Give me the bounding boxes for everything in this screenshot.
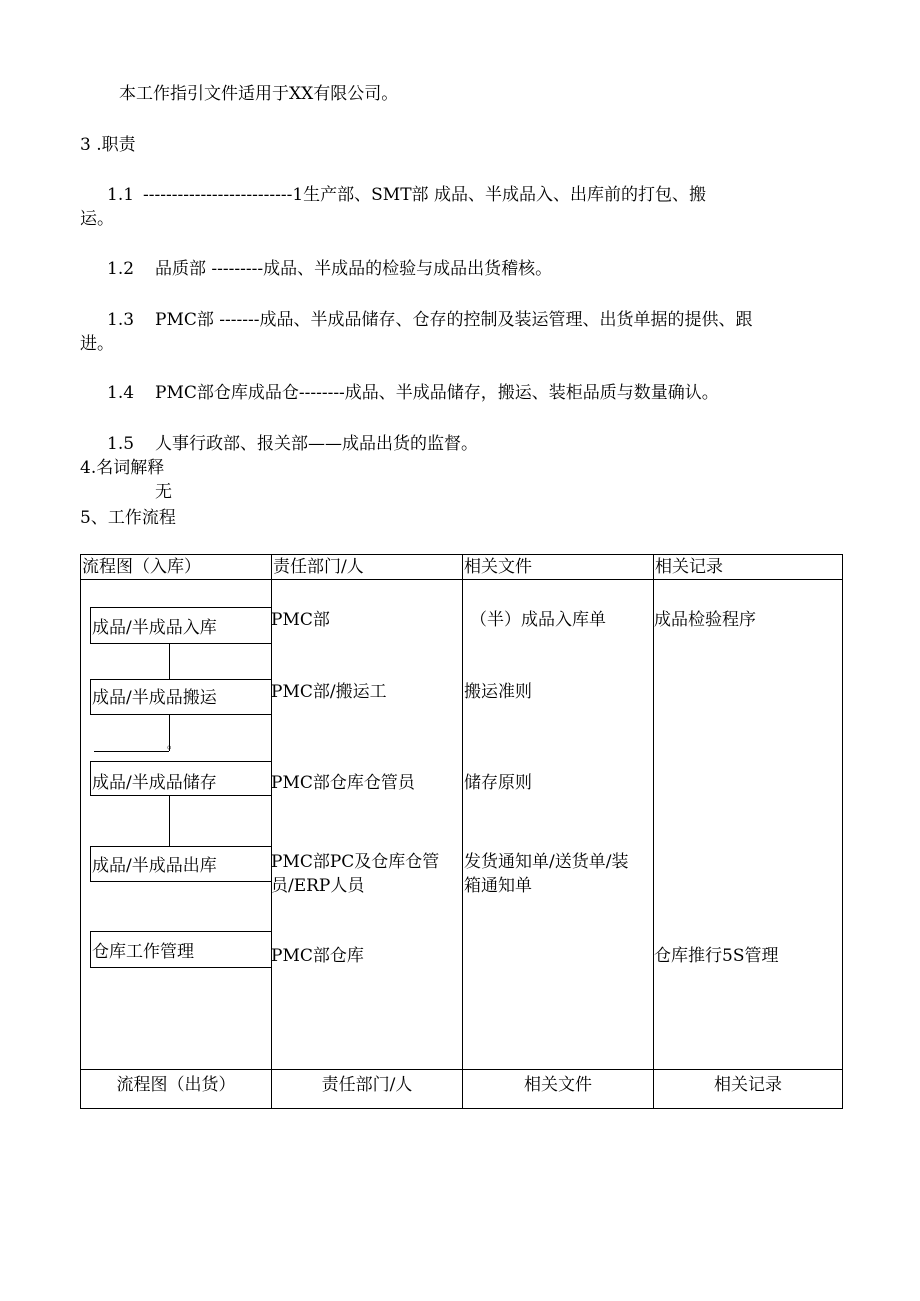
workflow-table xyxy=(80,554,843,1109)
duty-1-3-continued: 进。 xyxy=(80,334,114,354)
flow-connector xyxy=(169,644,170,679)
doc-packing-notice: 箱通知单 xyxy=(464,876,532,896)
dept-pmc: PMC部 xyxy=(271,610,330,630)
header-responsible-dept: 责任部门/人 xyxy=(273,557,364,577)
footer-responsible-dept: 责任部门/人 xyxy=(321,1075,413,1095)
footer-related-docs: 相关文件 xyxy=(524,1075,592,1095)
duty-1-1-continued: 运。 xyxy=(80,209,114,229)
duty-1-1-text: --------------------------1生产部、SMT部 成品、半成品入、出库前的打包、搬 xyxy=(143,185,706,205)
doc-transport-guideline: 搬运准则 xyxy=(464,682,532,702)
duty-1-4-text: PMC部仓库成品仓--------成品、半成品储存，搬运、装柜品质与数量确认。 xyxy=(155,383,719,403)
dept-erp-staff: 员/ERP人员 xyxy=(271,876,365,896)
duty-1-2-text: 品质部 ---------成品、半成品的检验与成品出货稽核。 xyxy=(155,259,553,279)
header-related-docs: 相关文件 xyxy=(464,557,532,577)
section4-body: 无 xyxy=(155,482,172,502)
doc-storage-principle: 储存原则 xyxy=(464,773,532,793)
header-divider xyxy=(81,579,842,580)
flow-connector xyxy=(169,796,170,846)
flow-stray-mark: 。 xyxy=(167,737,180,751)
flow-step-outbound: 成品/半成品出库 xyxy=(90,846,272,882)
footer-divider xyxy=(81,1069,842,1070)
flow-step-transport: 成品/半成品搬运 xyxy=(90,679,272,715)
record-5s-management: 仓库推行5S管理 xyxy=(654,946,779,966)
dept-pmc-pc-warehouse: PMC部PC及仓库仓管 xyxy=(271,852,440,872)
duty-1-2-number: 1.2 xyxy=(107,259,135,279)
flow-stray-line xyxy=(94,751,169,752)
section5-heading: 5、工作流程 xyxy=(80,508,176,528)
doc-shipping-notices: 发货通知单/送货单/装 xyxy=(464,852,629,872)
flow-step-storage: 成品/半成品储存 xyxy=(90,761,272,796)
dept-pmc-transporter: PMC部/搬运工 xyxy=(271,682,387,702)
header-related-records: 相关记录 xyxy=(655,557,723,577)
column-divider xyxy=(462,555,463,1108)
duty-1-5-number: 1.5 xyxy=(107,434,135,454)
duty-1-5-text: 人事行政部、报关部——成品出货的监督。 xyxy=(155,434,478,454)
section3-heading: 3 .职责 xyxy=(80,135,136,155)
flow-step-warehouse-management: 仓库工作管理 xyxy=(90,931,272,968)
column-divider xyxy=(653,555,654,1108)
footer-flowchart-outbound: 流程图（出货） xyxy=(116,1075,236,1095)
record-inspection-procedure: 成品检验程序 xyxy=(654,610,756,630)
section4-heading: 4.名词解释 xyxy=(80,458,165,478)
header-flowchart-inbound: 流程图（入库） xyxy=(82,557,201,577)
duty-1-4-number: 1.4 xyxy=(107,383,135,403)
flow-step-inbound: 成品/半成品入库 xyxy=(90,607,272,644)
footer-related-records: 相关记录 xyxy=(714,1075,782,1095)
duty-1-3-number: 1.3 xyxy=(107,310,135,330)
duty-1-3-text: PMC部 -------成品、半成品储存、仓存的控制及装运管理、出货单据的提供、跟 xyxy=(155,310,753,330)
dept-pmc-warehouse-keeper: PMC部仓库仓管员 xyxy=(271,773,415,793)
doc-inbound-slip: （半）成品入库单 xyxy=(470,610,606,630)
duty-1-1-number: 1.1 xyxy=(107,185,135,205)
dept-pmc-warehouse: PMC部仓库 xyxy=(271,946,364,966)
intro-text: 本工作指引文件适用于XX有限公司。 xyxy=(119,84,399,104)
